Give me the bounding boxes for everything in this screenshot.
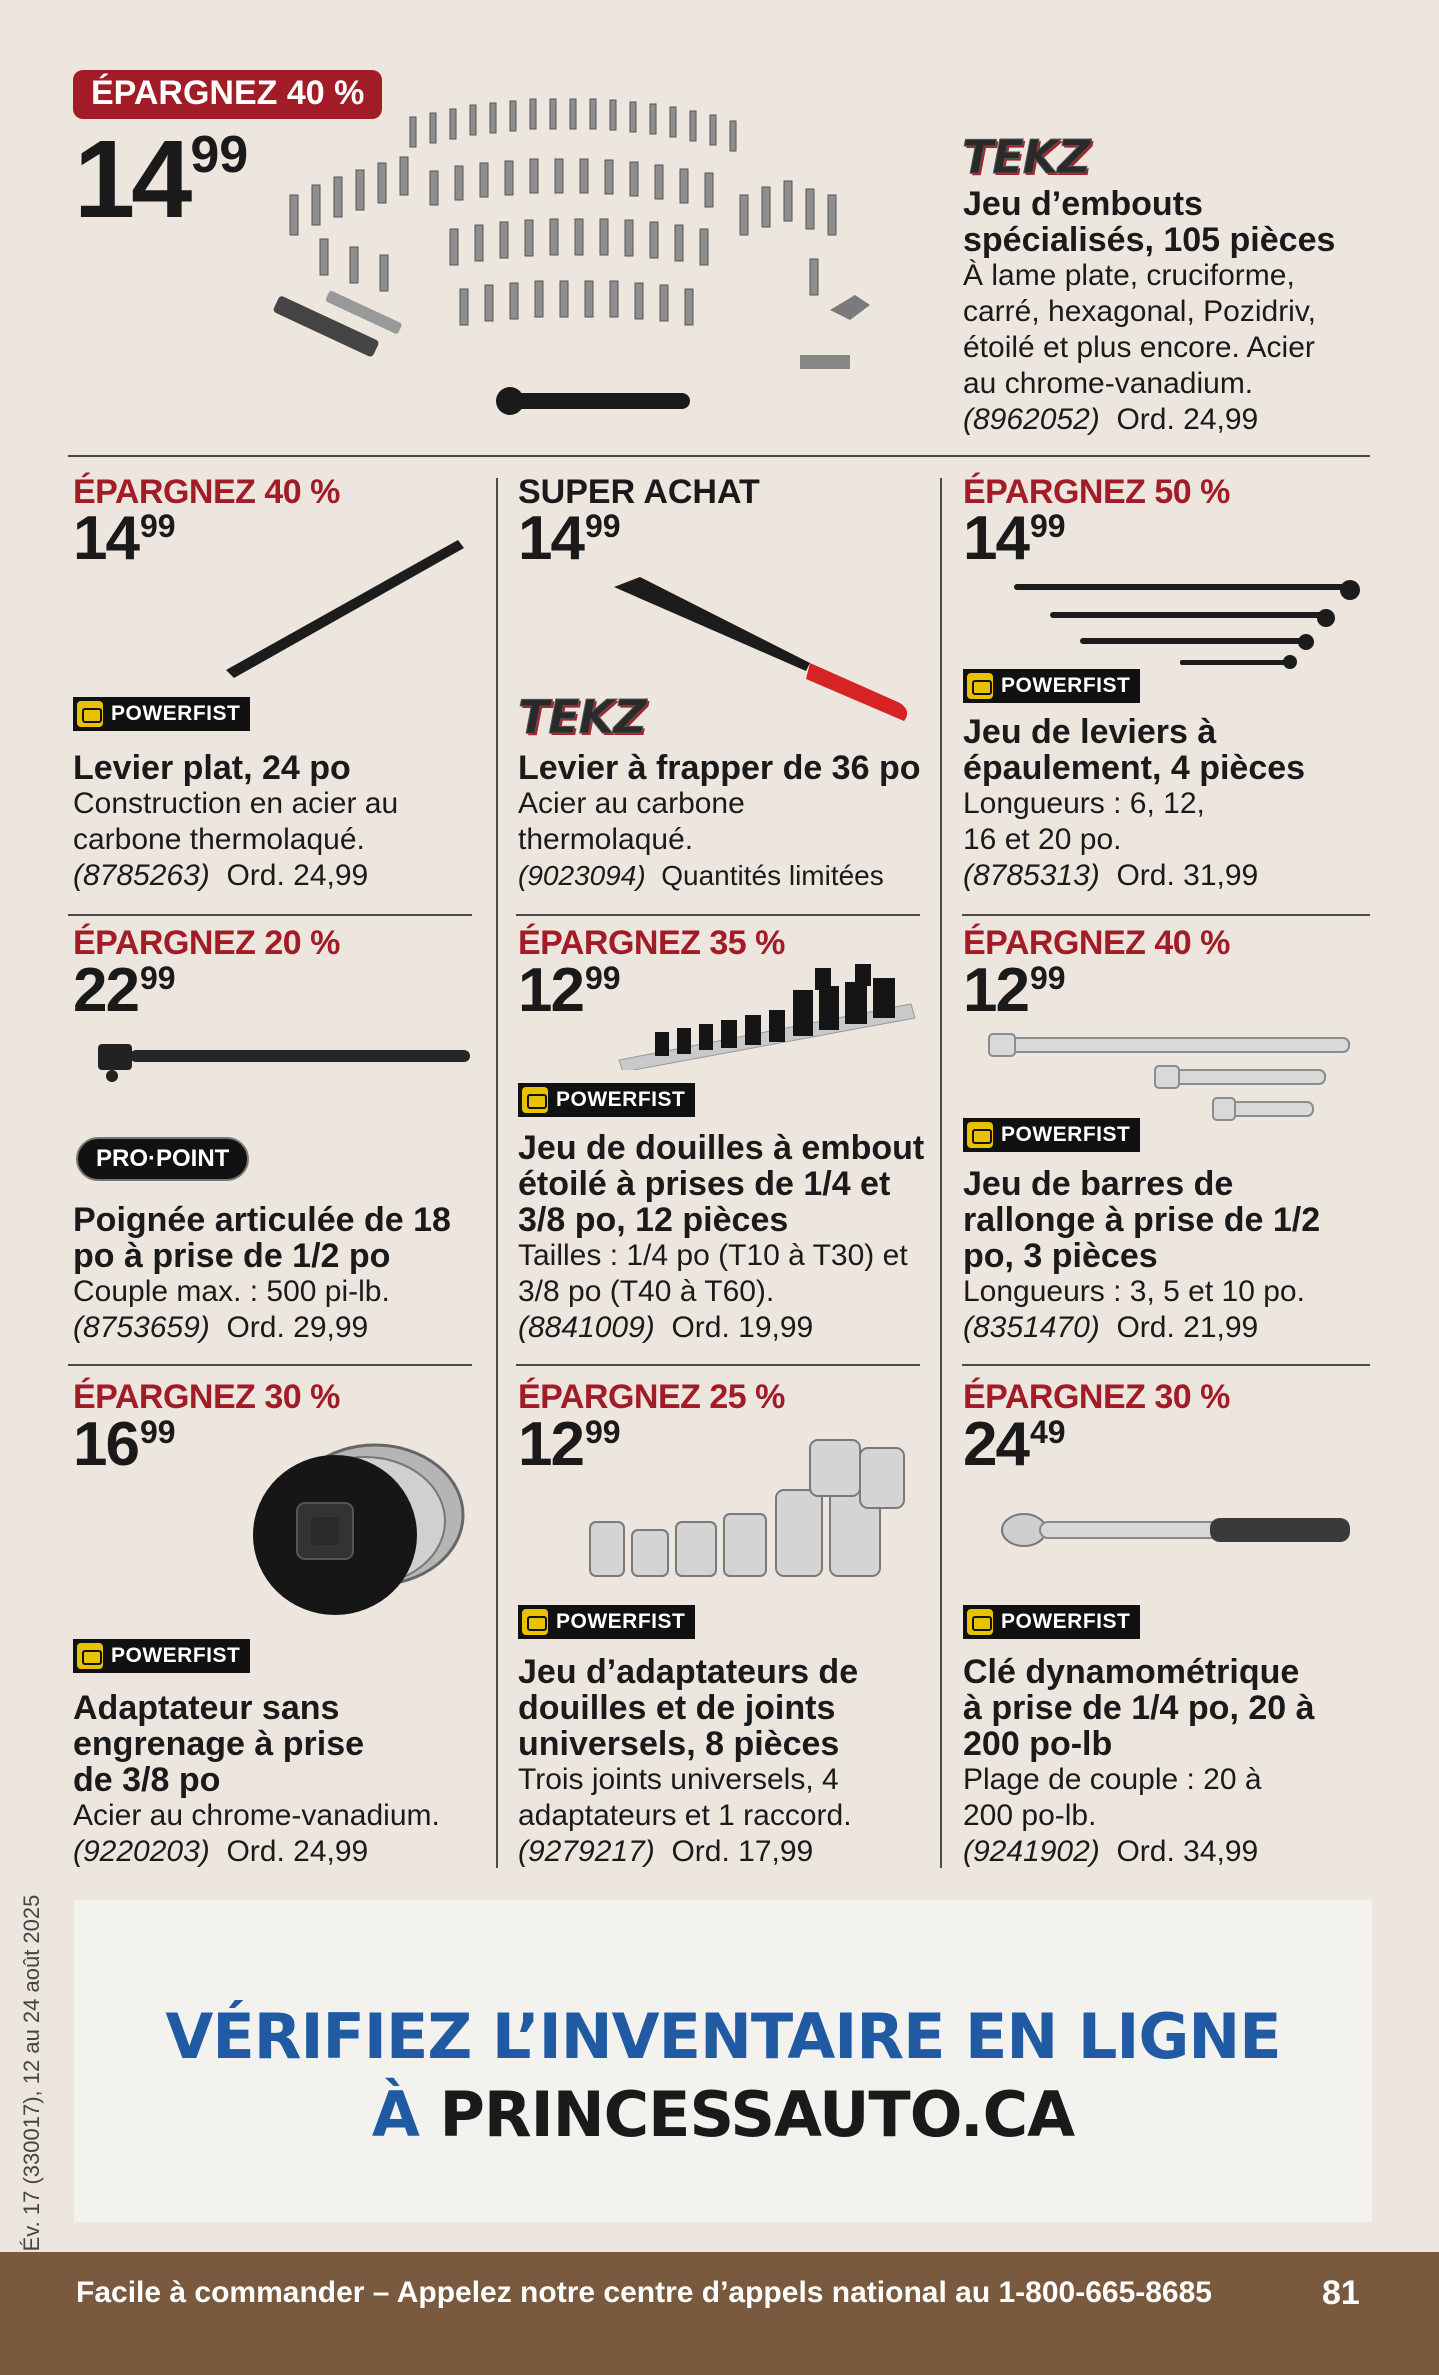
price: $12^{99}$ <box>963 956 1066 1025</box>
socket-set-image <box>615 960 920 1070</box>
product-sku: (8351470) Ord. 21,99 <box>963 1311 1259 1344</box>
product-desc: Acier au carbone thermolaqué. <box>518 787 745 856</box>
product-title: Levier à frapper de 36 po <box>518 749 921 787</box>
product-sku: (9023094) Quantités limitées <box>518 860 884 891</box>
price: $24^{49}$ <box>963 1410 1066 1479</box>
tekz-logo: TEKZ <box>518 690 646 744</box>
product-title: Adaptateur sans engrenage à prise de 3/8 po <box>73 1689 365 1799</box>
save-label: ÉPARGNEZ 40 % <box>963 924 1230 962</box>
divider <box>516 1364 920 1366</box>
bit-set-image <box>270 95 910 435</box>
divider <box>962 1364 1370 1366</box>
breaker-bar-image <box>90 1040 480 1090</box>
price: $12^{99}$ <box>518 1410 621 1479</box>
divider <box>496 478 498 1868</box>
save-label: ÉPARGNEZ 25 % <box>518 1378 785 1416</box>
price: $14^{99}$ <box>518 504 621 573</box>
propoint-logo: PRO·POINT <box>76 1137 249 1181</box>
super-buy-label: SUPER ACHAT <box>518 473 760 511</box>
product-sku: (8841009) Ord. 19,99 <box>518 1311 814 1344</box>
product-sku: (9220203) Ord. 24,99 <box>73 1835 369 1868</box>
product-desc: Couple max. : 500 pi-lb. <box>73 1275 390 1308</box>
product-sku: (9241902) Ord. 34,99 <box>963 1835 1259 1868</box>
extension-bars-image <box>985 1030 1365 1130</box>
footer <box>0 2252 1439 2375</box>
banner-line-2: À PRINCESSAUTO.CA <box>371 2078 1075 2151</box>
product-title: Jeu de barres de rallonge à prise de 1/2 po, 3 pièces <box>963 1165 1321 1275</box>
product-desc: Construction en acier au carbone thermolaqué. <box>73 787 399 856</box>
product-title: Poignée articulée de 18 po à prise de 1/2 po <box>73 1201 451 1275</box>
divider <box>516 914 920 916</box>
powerfist-logo: POWERFIST <box>73 697 250 731</box>
divider <box>962 914 1370 916</box>
product-desc: Tailles : 1/4 po (T10 à T30) et 3/8 po (T40 à T60). <box>518 1239 908 1308</box>
product-desc: Trois joints universels, 4 adaptateurs et 1 raccord. <box>518 1763 852 1832</box>
product-title: Jeu de leviers à épaulement, 4 pièces <box>963 713 1306 787</box>
product-desc: Acier au chrome-vanadium. <box>73 1799 440 1832</box>
powerfist-logo: POWERFIST <box>518 1605 695 1639</box>
divider <box>940 478 942 1868</box>
save-label: ÉPARGNEZ 20 % <box>73 924 340 962</box>
price: $14^{99}$ <box>963 504 1066 573</box>
price: $14^{99}$ <box>74 118 249 241</box>
save-label: ÉPARGNEZ 50 % <box>963 473 1230 511</box>
powerfist-logo: POWERFIST <box>963 1118 1140 1152</box>
divider <box>68 455 1370 457</box>
product-desc: Longueurs : 6, 12, 16 et 20 po. <box>963 787 1205 856</box>
price: $22^{99}$ <box>73 956 176 1025</box>
powerfist-logo: POWERFIST <box>963 669 1140 703</box>
product-sku: (8785263) Ord. 24,99 <box>73 859 369 892</box>
pry-bar-image <box>220 530 470 680</box>
footer-text: Facile à commander – Appelez notre centre d’appels national au 1-800-665-8685 <box>76 2276 1212 2309</box>
product-sku: (8753659) Ord. 29,99 <box>73 1311 369 1344</box>
tekz-logo: TEKZ <box>962 130 1090 184</box>
product-title: Clé dynamométrique à prise de 1/4 po, 20 à 200 po-lb <box>963 1653 1315 1763</box>
powerfist-logo: POWERFIST <box>73 1639 250 1673</box>
divider <box>68 914 472 916</box>
inventory-banner <box>74 1900 1372 2222</box>
product-title: Jeu de douilles à embout étoilé à prises de 1/4 et 3/8 po, 12 pièces <box>518 1129 925 1239</box>
product-desc: À lame plate, cruciforme, carré, hexagonal, Pozidriv, étoilé et plus encore. Acier au chrome-vanadium. <box>963 259 1316 400</box>
price: $12^{99}$ <box>518 956 621 1025</box>
product-desc: Plage de couple : 20 à 200 po-lb. <box>963 1763 1262 1832</box>
product-sku: (9279217) Ord. 17,99 <box>518 1835 814 1868</box>
save-label: ÉPARGNEZ 35 % <box>518 924 785 962</box>
product-title: Levier plat, 24 po <box>73 749 351 787</box>
striking-bar-image <box>610 575 920 725</box>
save-label: ÉPARGNEZ 40 % <box>73 473 340 511</box>
princessauto-link[interactable]: PRINCESSAUTO.CA <box>439 2078 1075 2151</box>
product-sku: (8962052) Ord. 24,99 <box>963 403 1259 436</box>
adapter-set-image <box>580 1430 920 1590</box>
powerfist-logo: POWERFIST <box>518 1083 695 1117</box>
price: $14^{99}$ <box>73 504 176 573</box>
save-label: ÉPARGNEZ 30 % <box>963 1378 1230 1416</box>
product-title: Jeu d’adaptateurs de douilles et de joints universels, 8 pièces <box>518 1653 859 1763</box>
powerfist-logo: POWERFIST <box>963 1605 1140 1639</box>
product-sku: (8785313) Ord. 31,99 <box>963 859 1259 892</box>
product-desc: Longueurs : 3, 5 et 10 po. <box>963 1275 1305 1308</box>
pry-bars-image <box>1010 570 1370 680</box>
save-label: ÉPARGNEZ 30 % <box>73 1378 340 1416</box>
divider <box>68 1364 472 1366</box>
save-badge: ÉPARGNEZ 40 % <box>73 70 382 119</box>
edition-note: Év. 17 (330017), 12 au 24 août 2025 <box>19 1894 44 2252</box>
page-number: 81 <box>1322 2274 1360 2312</box>
price: $16^{99}$ <box>73 1410 176 1479</box>
torque-wrench-image <box>1000 1500 1360 1560</box>
banner-line-1: VÉRIFIEZ L’INVENTAIRE EN LIGNE <box>165 2000 1281 2073</box>
product-title: Jeu d’embouts spécialisés, 105 pièces <box>963 185 1336 259</box>
gearless-adapter-image <box>235 1435 465 1625</box>
